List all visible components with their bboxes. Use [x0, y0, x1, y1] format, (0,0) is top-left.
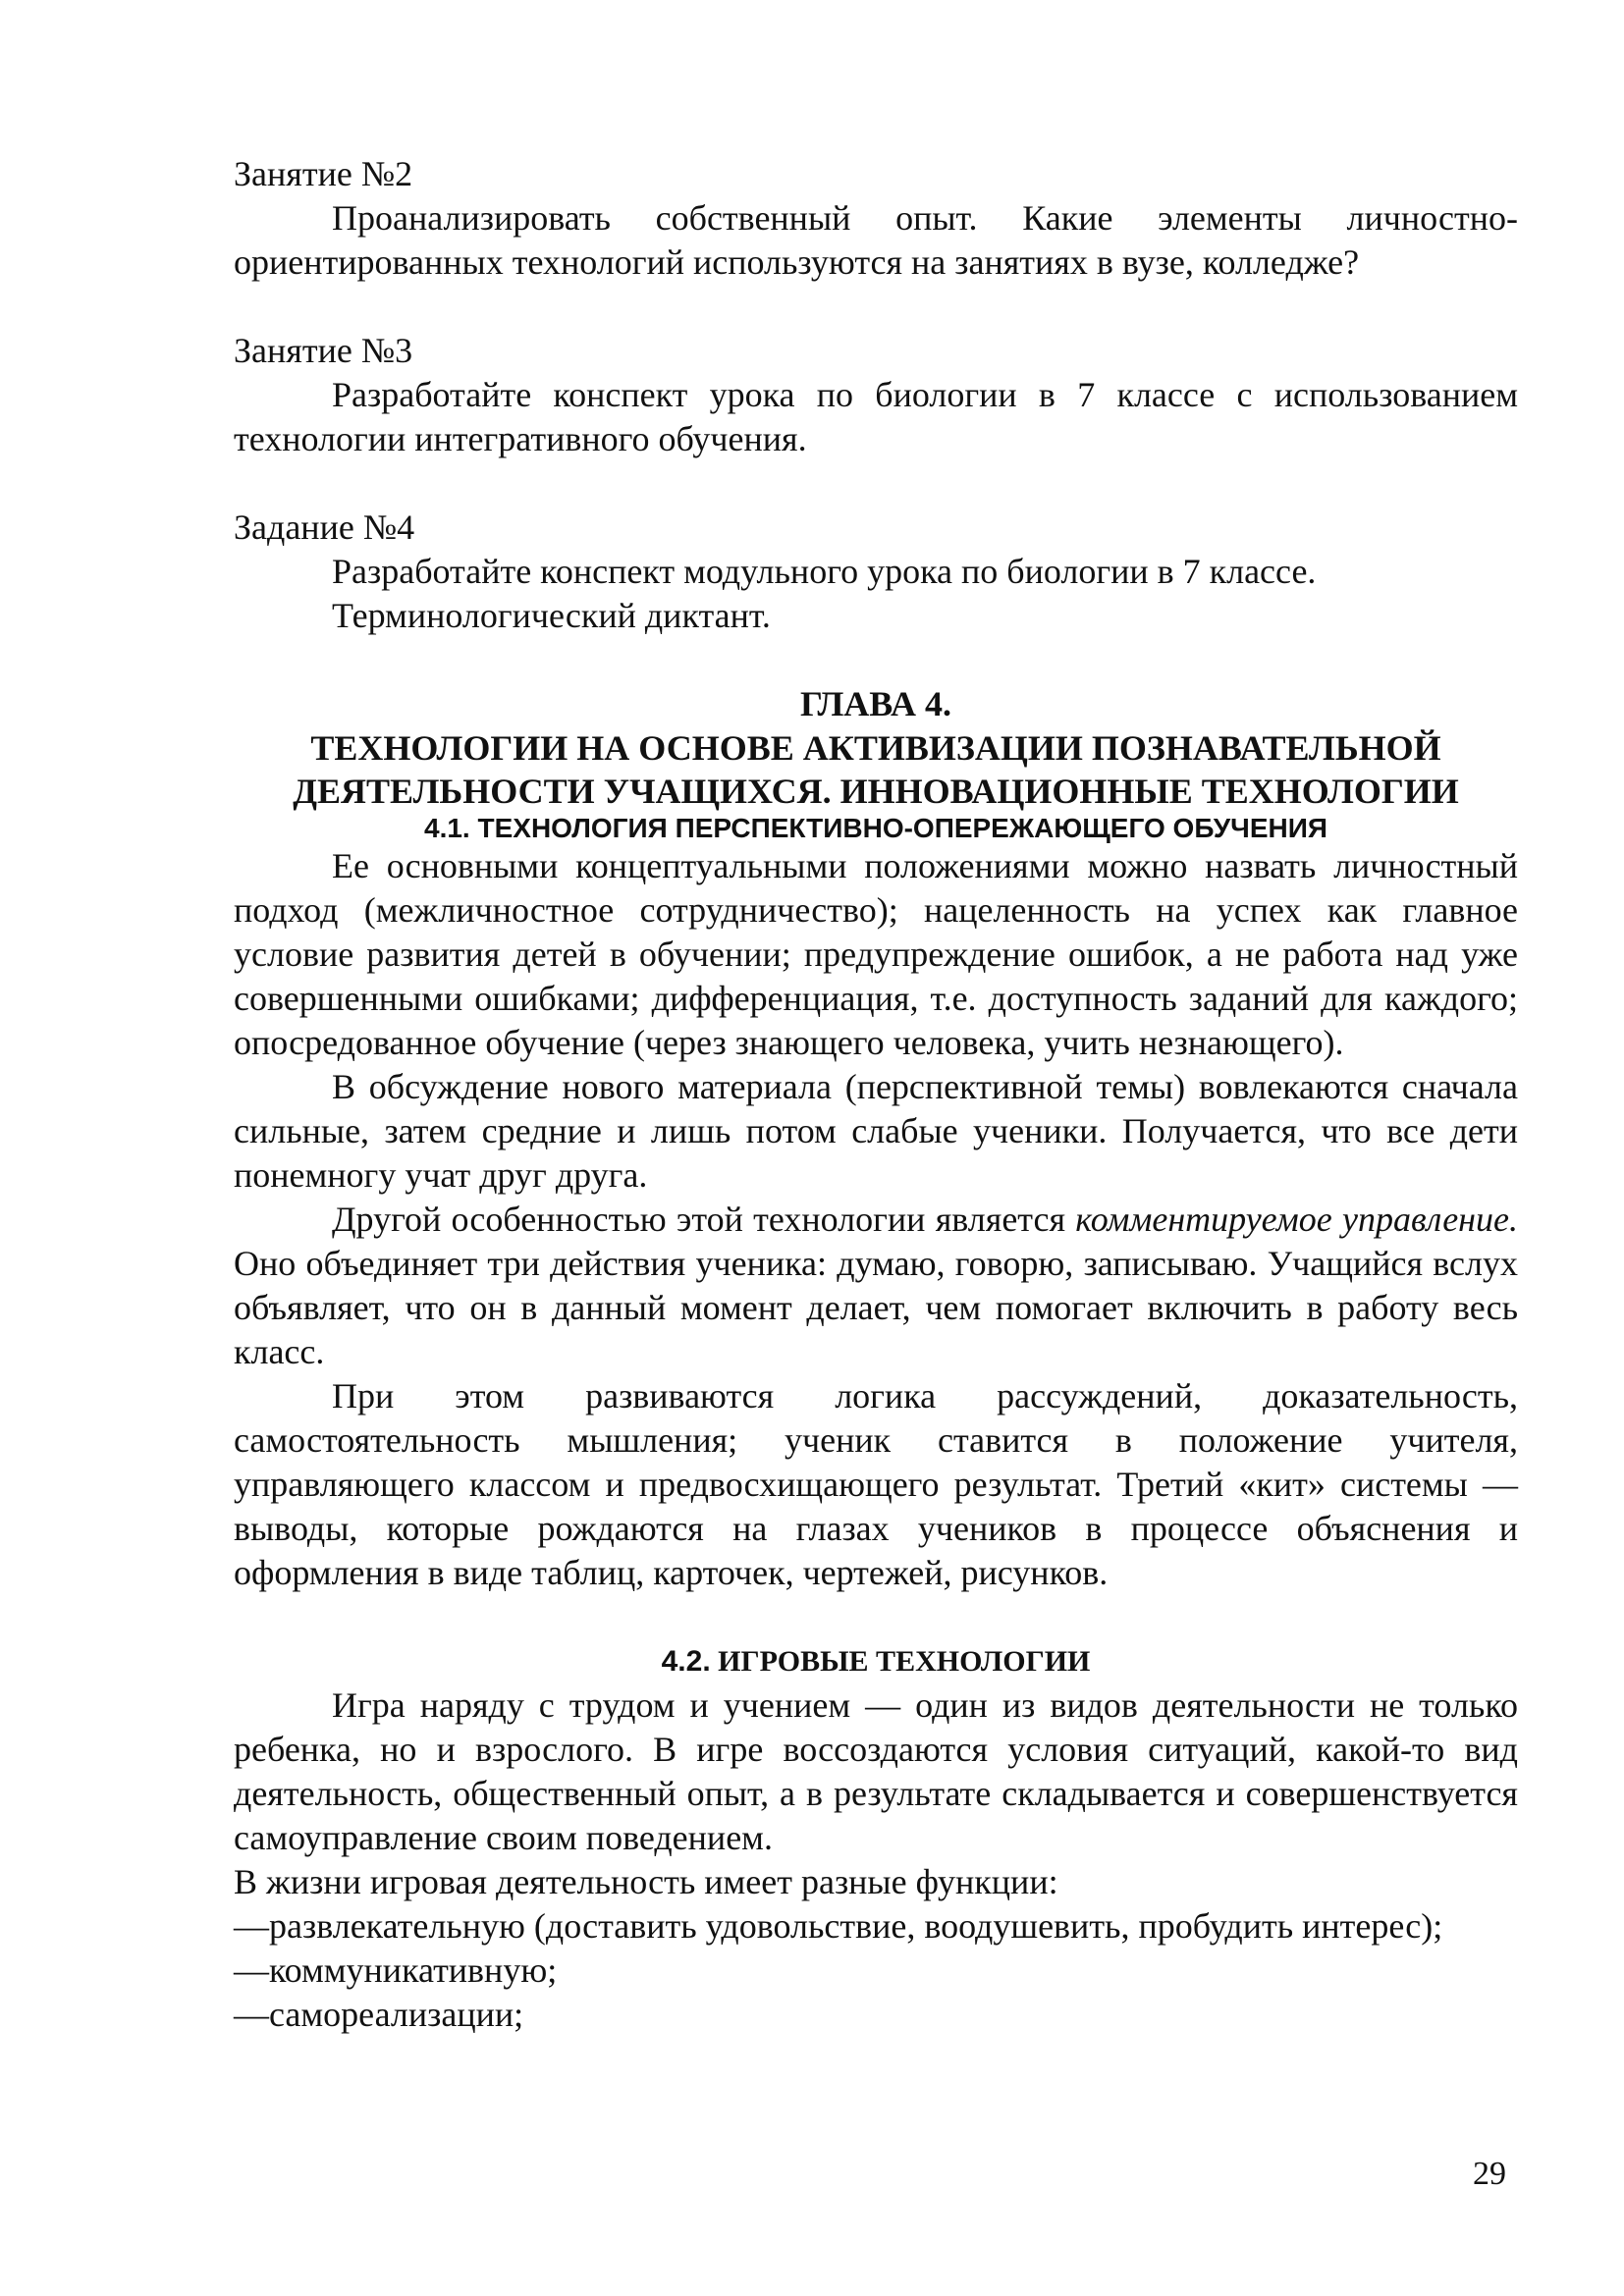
paragraph: Игра наряду с трудом и учением — один из видов деятельности не только ребенка, но и взрослого. В игре воссоздаются условия ситуаций, какой-то вид деятельность, общественный опыт, а в результате складывается и совершенствуется самоуправление своим поведением.	[234, 1685, 1518, 1857]
section-number: 4.2.	[661, 1645, 711, 1678]
section-title-text: ИГРОВЫЕ ТЕХНОЛОГИИ	[710, 1645, 1091, 1678]
list-item: —самореализации;	[234, 1995, 524, 2034]
paragraph: В жизни игровая деятельность имеет разные функции:	[234, 1862, 1058, 1901]
spacer	[234, 638, 1518, 682]
task-label: Занятие №3	[234, 331, 413, 370]
section-title	[234, 1639, 1518, 1683]
task-label: Задание №4	[234, 507, 415, 547]
text-run: Другой особенностью этой технологии является	[332, 1200, 1076, 1239]
task-text: Разработайте конспект урока по биологии в 7 классе с использованием технологии интегративного обучения.	[234, 375, 1518, 458]
spacer	[234, 1595, 1518, 1639]
spacer	[234, 285, 1518, 329]
list-item: —развлекательную (доставить удовольствие, воодушевить, пробудить интерес);	[234, 1906, 1443, 1946]
paragraph: При этом развиваются логика рассуждений, доказательность, самостоятельность мышления; ученик ставится в положение учителя, управляющего классом и предвосхищающего результат. Третий «кит» системы — выводы, которые рождаются на глазах учеников в процессе объяснения и оформления в виде таблиц, карточек, чертежей, рисунков.	[234, 1376, 1518, 1592]
chapter-title-line: ТЕХНОЛОГИИ НА ОСНОВЕ АКТИВИЗАЦИИ ПОЗНАВАТЕЛЬНОЙ	[310, 728, 1441, 768]
paragraph: В обсуждение нового материала (перспективной темы) вовлекаются сначала сильные, затем средние и лишь потом слабые ученики. Получается, что все дети понемногу учат друг друга.	[234, 1067, 1518, 1195]
chapter-number: ГЛАВА 4.	[799, 684, 952, 723]
section-title: 4.1. ТЕХНОЛОГИЯ ПЕРСПЕКТИВНО-ОПЕРЕЖАЮЩЕГО ОБУЧЕНИЯ	[424, 813, 1327, 843]
task-label: Занятие №2	[234, 154, 413, 193]
spacer	[234, 461, 1518, 506]
task-text: Проанализировать собственный опыт. Какие элементы личностно-ориентированных технологий используются на занятиях в вузе, колледже?	[234, 198, 1518, 282]
task-text: Разработайте конспект модульного урока по биологии в 7 классе.	[332, 552, 1317, 591]
paragraph	[234, 1198, 1518, 1374]
page-number: 29	[1473, 2156, 1506, 2192]
document-page	[234, 152, 1518, 2037]
list-item: —коммуникативную;	[234, 1950, 558, 1990]
task-text: Терминологический диктант.	[332, 596, 771, 635]
paragraph: Ее основными концептуальными положениями можно назвать личностный подход (межличностное сотрудничество); нацеленность на успех как главное условие развития детей в обучении; предупреждение ошибок, а не работа над уже совершенными ошибками; дифференциация, т.е. доступность заданий для каждого; опосредованное обучение (через знающего человека, учить незнающего).	[234, 846, 1518, 1062]
text-run: Оно объединяет три действия ученика: думаю, говорю, записываю. Учащийся вслух объявляет, что он в данный момент делает, чем помогает включить в работу весь класс.	[234, 1244, 1518, 1371]
chapter-title-line: ДЕЯТЕЛЬНОСТИ УЧАЩИХСЯ. ИННОВАЦИОННЫЕ ТЕХНОЛОГИИ	[293, 772, 1459, 811]
italic-term: комментируемое управление.	[1075, 1200, 1519, 1239]
